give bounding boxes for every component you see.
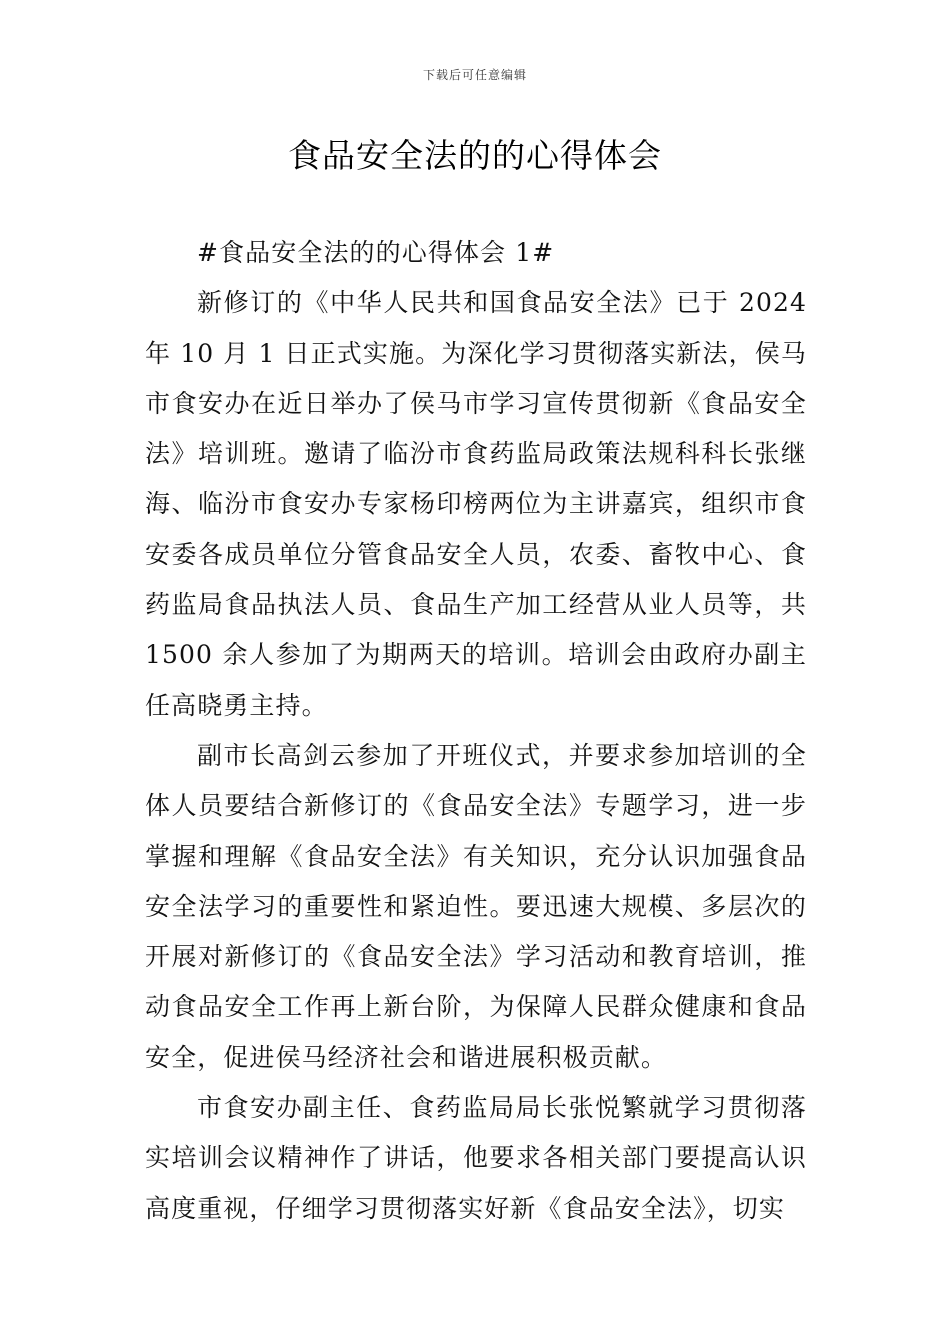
header-note: 下载后可任意编辑 — [422, 68, 527, 82]
section-heading: #食品安全法的的心得体会 1# — [197, 238, 555, 267]
paragraph-3: 市食安办副主任、食药监局局长张悦繁就学习贯彻落实培训会议精神作了讲话，他要求各相关部门要提高认识高度重视，仔细学习贯彻落实好新《食品安全法》，切实 — [145, 1093, 807, 1223]
paragraph-2: 副市长高剑云参加了开班仪式，并要求参加培训的全体人员要结合新修订的《食品安全法》专题学习，进一步掌握和理解《食品安全法》有关知识，充分认识加强食品安全法学习的重要性和紧迫性。要迅速大规模、多层次的开展对新修订的《食品安全法》学习活动和教育培训，推动食品安全工作再上新台阶，为保障人民群众健康和食品安全，促进侯马经济社会和谐进展积极贡献。 — [145, 740, 807, 1072]
document-body — [145, 228, 807, 1234]
document-title: 食品安全法的的心得体会 — [288, 136, 662, 175]
paragraph-1: 新修订的《中华人民共和国食品安全法》已于 2024 年 10 月 1 日正式实施。为深化学习贯彻落实新法，侯马市食安办在近日举办了侯马市学习宣传贯彻新《食品安全法》培训班。邀请了临汾市食药监局政策法规科科长张继海、临汾市食安办专家杨印榜两位为主讲嘉宾，组织市食安委各成员单位分管食品安全人员，农委、畜牧中心、食药监局食品执法人员、食品生产加工经营从业人员等，共 1500 余人参加了为期两天的培训。培训会由政府办副主任高晓勇主持。 — [145, 288, 807, 720]
